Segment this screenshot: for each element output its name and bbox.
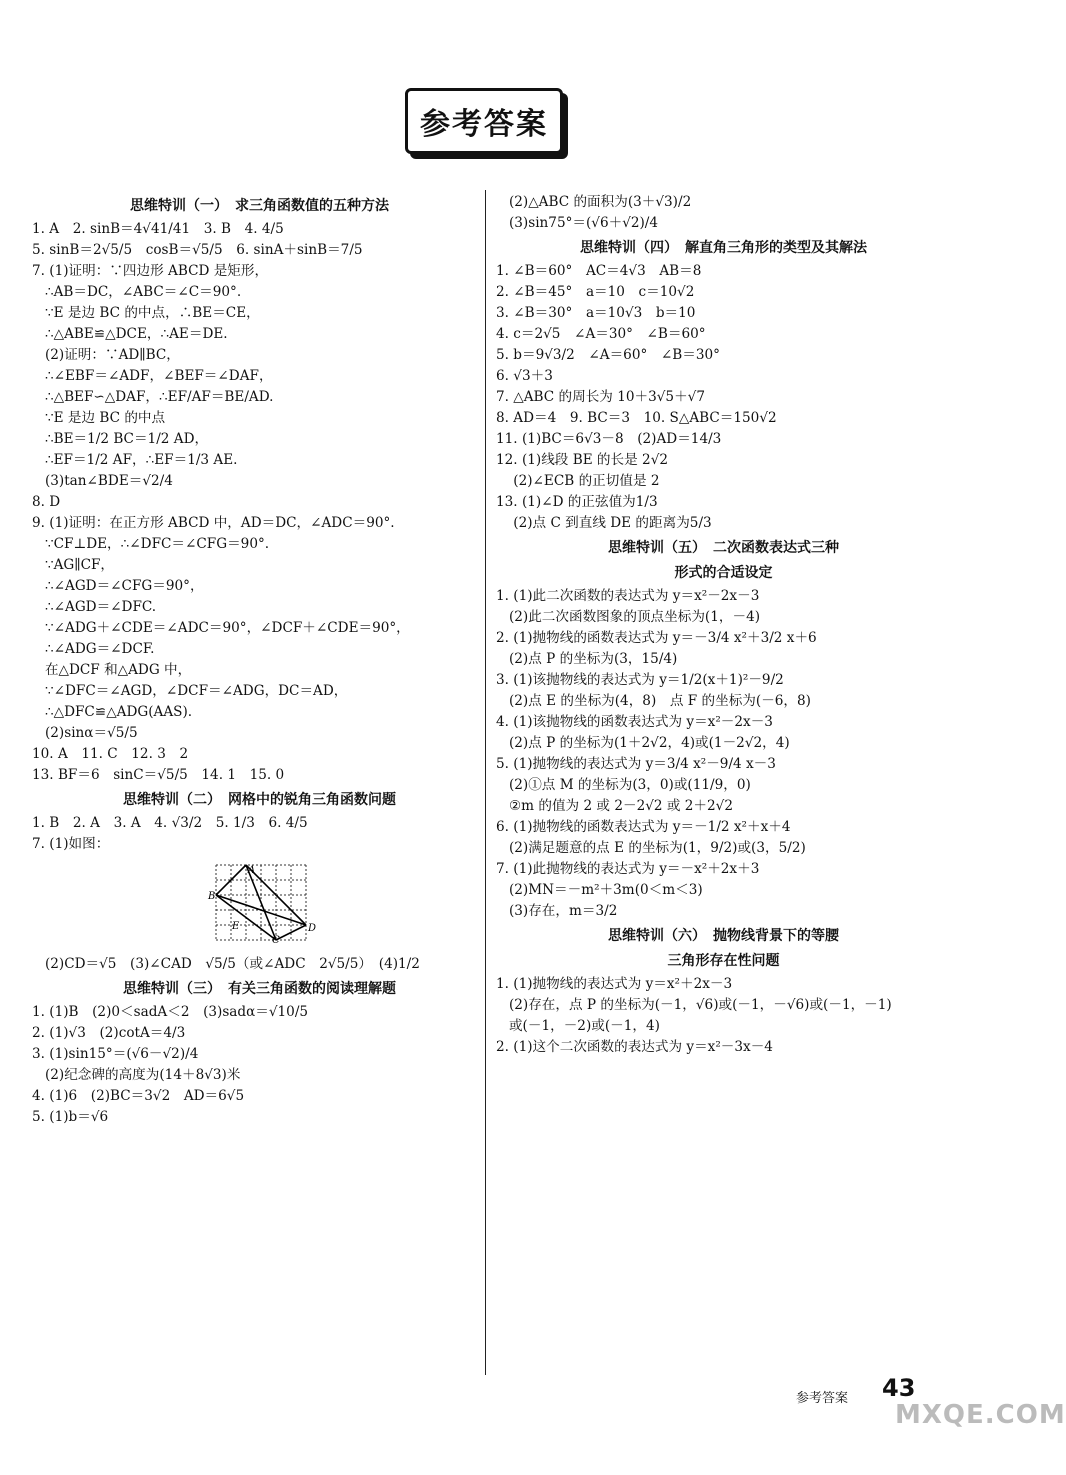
answer-line: (2)①点 M 的坐标为(3，0)或(11/9，0)	[496, 777, 751, 793]
answer-line: ∵∠ADG＋∠CDE＝∠ADC＝90°，∠DCF＋∠CDE＝90°，	[32, 620, 410, 636]
answer-line: ∴∠AGD＝∠DFC.	[32, 599, 157, 615]
answer-line: ∵CF⊥DE，∴∠DFC＝∠CFG＝90°.	[32, 536, 270, 552]
answer-line: 7. (1)证明：∵四边形 ABCD 是矩形，	[32, 263, 269, 279]
answer-title-box	[405, 88, 563, 154]
answer-line: ∵E 是边 BC 的中点，∴BE＝CE，	[32, 305, 260, 321]
answer-line: 12. (1)线段 BE 的长是 2√2	[496, 452, 668, 468]
answer-line: ②m 的值为 2 或 2－2√2 或 2＋2√2	[496, 798, 733, 814]
answer-line: 5. sinB＝2√5/5 cosB＝√5/5 6. sinA＋sinB＝7/5	[32, 242, 363, 258]
page-number: 43	[882, 1374, 916, 1402]
label-a: A	[248, 865, 256, 876]
answer-line: (2)此二次函数图象的顶点坐标为(1，－4)	[496, 609, 761, 625]
answer-line: (2)证明：∵AD∥BC，	[32, 347, 180, 363]
answer-line: (2)∠ECB 的正切值是 2	[496, 473, 660, 489]
answer-line: 7. (1)如图：	[32, 836, 110, 852]
section-heading: 思维特训（六） 抛物线背景下的等腰	[608, 928, 839, 944]
answer-line: 13. (1)∠D 的正弦值为1/3	[496, 494, 658, 510]
answer-line: 5. b＝9√3/2 ∠A＝60° ∠B＝30°	[496, 347, 720, 363]
answer-line: ∴△BEF∽△DAF，∴EF/AF＝BE/AD.	[32, 389, 274, 405]
answer-line: 13. BF＝6 sinC＝√5/5 14. 1 15. 0	[32, 767, 285, 783]
answer-line: 6. √3＋3	[496, 368, 553, 384]
answer-line: (2)点 C 到直线 DE 的距离为5/3	[496, 515, 712, 531]
answer-line: ∴∠EBF＝∠ADF，∠BEF＝∠DAF，	[32, 368, 273, 384]
answer-line: 3. (1)该抛物线的表达式为 y＝1/2(x＋1)²－9/2	[496, 672, 784, 688]
answer-line: 7. △ABC 的周长为 10＋3√5＋√7	[496, 389, 705, 405]
answer-line: (2)△ABC 的面积为(3＋√3)/2	[496, 194, 692, 210]
answer-line: ∴EF＝1/2 AF，∴EF＝1/3 AE.	[32, 452, 238, 468]
label-d: D	[308, 923, 317, 934]
answer-line: 2. (1)抛物线的函数表达式为 y＝－3/4 x²＋3/2 x＋6	[496, 630, 817, 646]
answer-line: ∵AG∥CF，	[32, 557, 114, 573]
answer-line: 1. (1)B (2)0＜sadA＜2 (3)sadα＝√10/5	[32, 1004, 309, 1020]
section-heading: 形式的合适设定	[674, 565, 773, 581]
answer-line: ∵∠DFC＝∠AGD，∠DCF＝∠ADG，DC＝AD，	[32, 683, 348, 699]
answer-line: (2)点 P 的坐标为(3，15/4)	[496, 651, 678, 667]
footer-label: 参考答案	[796, 1391, 849, 1406]
label-b: B	[208, 891, 216, 902]
answer-line: ∴AB＝DC，∠ABC＝∠C＝90°.	[32, 284, 242, 300]
answer-line: (2)点 P 的坐标为(1＋2√2，4)或(1－2√2，4)	[496, 735, 790, 751]
answer-line: (3)存在，m＝3/2	[496, 903, 618, 919]
answer-line: 6. (1)抛物线的函数表达式为 y＝－1/2 x²＋x＋4	[496, 819, 791, 835]
answer-line: 1. A 2. sinB＝4√41/41 3. B 4. 4/5	[32, 221, 284, 237]
answer-line: 3. (1)sin15°＝(√6－√2)/4	[32, 1046, 199, 1062]
section-heading: 思维特训（五） 二次函数表达式三种	[608, 540, 839, 556]
answer-line: 2. ∠B＝45° a＝10 c＝10√2	[496, 284, 695, 300]
grid-figure	[208, 861, 320, 946]
answer-line: ∴△DFC≌△ADG(AAS).	[32, 704, 193, 720]
answer-line: 4. (1)6 (2)BC＝3√2 AD＝6√5	[32, 1088, 245, 1104]
answer-line: (2)满足题意的点 E 的坐标为(1，9/2)或(3，5/2)	[496, 840, 806, 856]
answer-line: 4. c＝2√5 ∠A＝30° ∠B＝60°	[496, 326, 706, 342]
answer-line: 3. ∠B＝30° a＝10√3 b＝10	[496, 305, 696, 321]
answer-line: 在△DCF 和△ADG 中，	[32, 662, 192, 678]
answer-line: 2. (1)√3 (2)cotA＝4/3	[32, 1025, 186, 1041]
section-heading: 思维特训（二） 网格中的锐角三角函数问题	[123, 792, 396, 808]
label-c: C	[272, 935, 280, 946]
left-column	[32, 192, 487, 1128]
answer-line: ∴∠ADG＝∠DCF.	[32, 641, 155, 657]
answer-line: (2)点 E 的坐标为(4，8) 点 F 的坐标为(－6，8)	[496, 693, 811, 709]
answer-line: 或(－1，－2)或(－1，4)	[496, 1018, 660, 1034]
answer-line: (3)tan∠BDE＝√2/4	[32, 473, 173, 489]
answer-line: 8. D	[32, 494, 61, 510]
watermark: MXQE.COM	[895, 1400, 1066, 1430]
answer-line: 1. ∠B＝60° AC＝4√3 AB＝8	[496, 263, 702, 279]
answer-line: 1. B 2. A 3. A 4. √3/2 5. 1/3 6. 4/5	[32, 815, 308, 831]
answer-line: 5. (1)抛物线的表达式为 y＝3/4 x²－9/4 x－3	[496, 756, 776, 772]
section-heading: 三角形存在性问题	[667, 953, 780, 969]
answer-line: 4. (1)该抛物线的函数表达式为 y＝x²－2x－3	[496, 714, 773, 730]
label-e: E	[232, 921, 240, 932]
answer-line: 8. AD＝4 9. BC＝3 10. S△ABC＝150√2	[496, 410, 777, 426]
answer-line: (2)CD＝√5 (3)∠CAD √5/5（或∠ADC 2√5/5） (4)1/2	[32, 956, 420, 972]
answer-line: 9. (1)证明：在正方形 ABCD 中，AD＝DC，∠ADC＝90°.	[32, 515, 395, 531]
answer-line: 2. (1)这个二次函数的表达式为 y＝x²－3x－4	[496, 1039, 773, 1055]
answer-line: 10. A 11. C 12. 3 2	[32, 746, 189, 762]
answer-line: 5. (1)b＝√6	[32, 1109, 109, 1125]
answer-line: (3)sin75°＝(√6＋√2)/4	[496, 215, 659, 231]
figure-lines	[216, 865, 306, 940]
answer-line: 1. (1)抛物线的表达式为 y＝x²＋2x－3	[496, 976, 733, 992]
answer-line: (2)sinα＝√5/5	[32, 725, 138, 741]
section-heading: 思维特训（一） 求三角函数值的五种方法	[130, 198, 389, 214]
answer-line: ∴BE＝1/2 BC＝1/2 AD，	[32, 431, 209, 447]
answer-line: 1. (1)此二次函数的表达式为 y＝x²－2x－3	[496, 588, 760, 604]
page-title: 参考答案	[420, 107, 548, 142]
answer-line: 11. (1)BC＝6√3－8 (2)AD＝14/3	[496, 431, 722, 447]
right-column	[496, 192, 951, 1058]
section-heading: 思维特训（四） 解直角三角形的类型及其解法	[580, 240, 867, 256]
answer-line: (2)MN＝－m²＋3m(0＜m＜3)	[496, 882, 703, 898]
answer-line: (2)纪念碑的高度为(14＋8√3)米	[32, 1067, 241, 1083]
section-heading: 思维特训（三） 有关三角函数的阅读理解题	[123, 981, 396, 997]
answer-line: ∵E 是边 BC 的中点	[32, 410, 166, 426]
answer-line: ∴△ABE≌△DCE，∴AE＝DE.	[32, 326, 228, 342]
answer-line: (2)存在，点 P 的坐标为(－1，√6)或(－1，－√6)或(－1，－1)	[496, 997, 892, 1013]
answer-line: ∴∠AGD＝∠CFG＝90°，	[32, 578, 204, 594]
answer-line: 7. (1)此抛物线的表达式为 y＝－x²＋2x＋3	[496, 861, 760, 877]
